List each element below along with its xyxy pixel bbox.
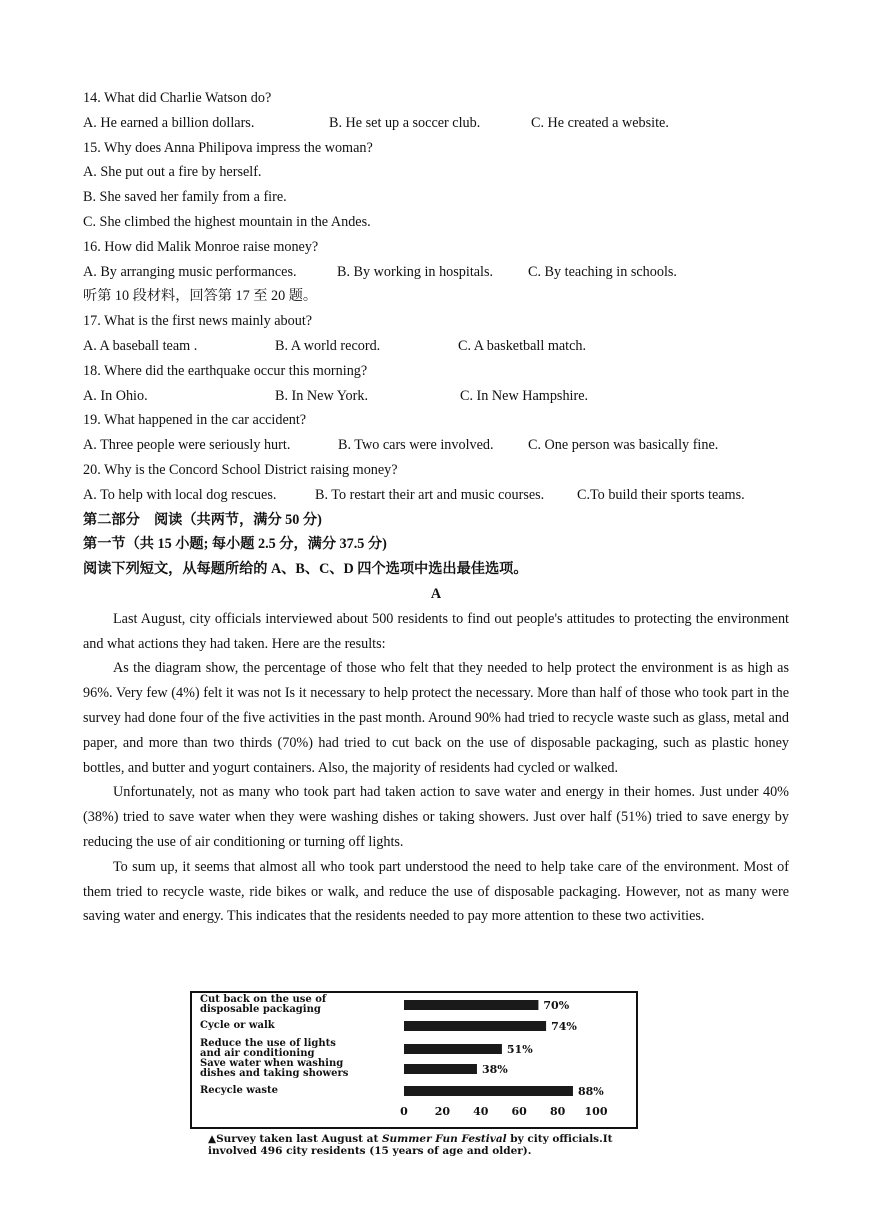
option-c: C. One person was basically fine. (528, 437, 719, 454)
option-a: A. In Ohio. (83, 387, 148, 404)
category-label (200, 1059, 348, 1079)
question-15: 15. Why does Anna Philipova impress the woman? (83, 139, 373, 156)
question-17-options (83, 334, 789, 359)
option-c: C. She climbed the highest mountain in the Andes. (83, 213, 371, 230)
bar-value-label: 38% (481, 1063, 508, 1076)
question-16: 16. How did Malik Monroe raise money? (83, 238, 319, 255)
option-b: B. By working in hospitals. (337, 263, 494, 280)
bar-value-label: 88% (577, 1085, 604, 1098)
option-a: A. She put out a fire by herself. (83, 164, 262, 181)
question-20: 20. Why is the Concord School District raising money? (83, 461, 398, 478)
category-label-line: Cycle or walk (200, 1020, 275, 1031)
option-a: A. By arranging music performances. (83, 263, 297, 280)
passage-paragraph: As the diagram show, the percentage of those who felt that they needed to help protect the environment is as high as 96%. Very few (4%) felt it was not Is it necessary to help protect the necessary. More than half of those who took part in the survey had done four of the five activities in the past month. Around 90% had tried to recycle waste such as glass, metal and paper, and more than two thirds (70%) had tried to cut back on the use of disposable packaging, such as plastic honey bottles, and butter and yogurt containers. Also, the majority of residents had cycled or walked. (83, 660, 789, 776)
category-label-line: and air conditioning (200, 1048, 315, 1059)
document-page (83, 86, 789, 929)
bar (404, 1064, 477, 1074)
passage-paragraph: To sum up, it seems that almost all who took part understood the need to help take care of the environment. Most of them tried to recycle waste, ride bikes or walk, and reduce the use of disposable packaging. However, not as many were saving water and energy. This indicates that the residents needed to pay more attention to these two activities. (83, 858, 789, 925)
option-c: C. In New Hampshire. (460, 387, 589, 404)
chart-caption (190, 1133, 638, 1157)
option-c: C. By teaching in schools. (528, 263, 677, 280)
caption-text: by city officials.It involved 496 city residents (15 years of age and older). (208, 1133, 613, 1157)
survey-chart (190, 991, 638, 1157)
passage-paragraph: Unfortunately, not as many who took part had taken action to save water and energy in their homes. Just under 40% (38%) tried to save water when they were washing dishes or taking showers. Just over half (51%) tried to save energy by reducing the use of air conditioning or turning off lights. (83, 784, 789, 850)
category-label (200, 1021, 275, 1031)
option-c: C.To build their sports teams. (577, 486, 745, 503)
option-b: B. In New York. (275, 387, 369, 404)
category-label-line: Recycle waste (200, 1085, 279, 1096)
option-a: A. He earned a billion dollars. (83, 114, 255, 131)
category-label (200, 1039, 336, 1059)
bar-value-label: 74% (551, 1020, 577, 1033)
bar (404, 1021, 546, 1031)
instruction-section-10: 听第 10 段材料，回答第 17 至 20 题。 (83, 288, 318, 305)
option-a: A. To help with local dog rescues. (83, 486, 277, 503)
question-14-options (83, 111, 789, 136)
bar (404, 1044, 502, 1054)
option-c: C. He created a website. (531, 114, 669, 131)
bar (404, 1086, 573, 1096)
caption-event-name: Summer Fun Festival (381, 1133, 507, 1145)
option-b: B. She saved her family from a fire. (83, 189, 287, 206)
option-b: B. To restart their art and music courses. (315, 486, 545, 503)
question-19: 19. What happened in the car accident? (83, 412, 307, 429)
bar-value-label: 70% (543, 999, 570, 1012)
category-label (200, 995, 326, 1015)
category-label-line: disposable packaging (200, 1004, 321, 1015)
x-tick-label: 60 (511, 1105, 527, 1118)
section-title: 第二部分 阅读（共两节，满分 50 分) (83, 511, 322, 528)
option-c: C. A basketball match. (458, 337, 587, 354)
option-a: A. A baseball team . (83, 337, 198, 354)
caption-text: ▲Survey taken last August at (208, 1133, 382, 1145)
category-label-line: dishes and taking showers (200, 1068, 349, 1079)
x-tick-label: 20 (434, 1105, 451, 1118)
bar-value-label: 51% (506, 1043, 533, 1056)
category-label-line: Cut back on the use of (200, 994, 327, 1005)
option-a: A. Three people were seriously hurt. (83, 437, 291, 454)
bar (404, 1000, 538, 1010)
x-tick-label: 100 (584, 1105, 608, 1118)
question-18: 18. Where did the earthquake occur this morning? (83, 362, 368, 379)
section-instruction: 阅读下列短文，从每题所给的 A、B、C、D 四个选项中选出最佳选项。 (83, 561, 528, 578)
option-b: B. Two cars were involved. (338, 437, 494, 454)
section-subtitle: 第一节（共 15 小题; 每小题 2.5 分，满分 37.5 分) (83, 536, 387, 553)
option-b: B. A world record. (275, 337, 381, 354)
x-tick-label: 40 (473, 1105, 489, 1118)
category-label-line: Save water when washing (200, 1058, 344, 1069)
passage-paragraph: Last August, city officials interviewed about 500 residents to find out people's attitudes to protecting the environment and what actions they had taken. Here are the results: (83, 610, 789, 652)
question-14: 14. What did Charlie Watson do? (83, 90, 272, 106)
question-18-options (83, 384, 789, 409)
question-17: 17. What is the first news mainly about? (83, 313, 313, 330)
question-16-options (83, 260, 789, 285)
question-19-options (83, 433, 789, 458)
x-tick-label: 80 (549, 1105, 566, 1118)
question-20-options (83, 483, 789, 508)
x-tick-label: 0 (400, 1105, 408, 1118)
category-label (200, 1086, 278, 1096)
passage-label: A (430, 585, 442, 602)
option-b: B. He set up a soccer club. (329, 114, 481, 131)
category-label-line: Reduce the use of lights (200, 1038, 336, 1049)
chart-frame (190, 991, 638, 1129)
